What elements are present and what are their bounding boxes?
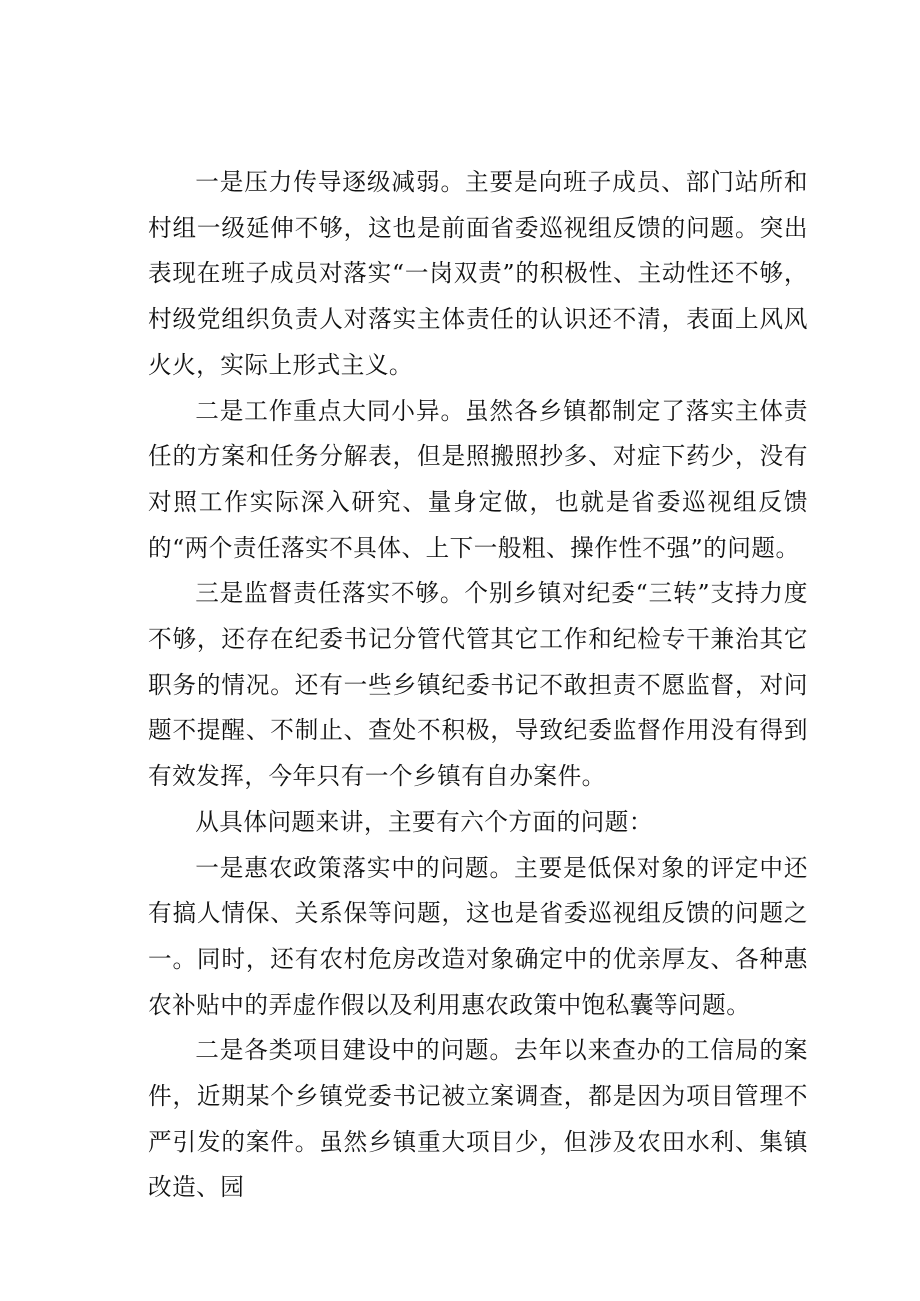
paragraph-work-focus: 二是工作重点大同小异。虽然各乡镇都制定了落实主体责任的方案和任务分解表，但是照搬照抄多、对症下药少，没有对照工作实际深入研究、量身定做，也就是省委巡视组反馈的“两个责任落实不具体、上下一般粗、操作性不强”的问题。 xyxy=(148,396,808,562)
paragraph-project-construction: 二是各类项目建设中的问题。去年以来查办的工信局的案件，近期某个乡镇党委书记被立案调查，都是因为项目管理不严引发的案件。虽然乡镇重大项目少，但涉及农田水利、集镇改造、园 xyxy=(148,1036,808,1202)
paragraph-supervision-responsibility: 三是监督责任落实不够。个别乡镇对纪委“三转”支持力度不够，还存在纪委书记分管代管其它工作和纪检专干兼治其它职务的情况。还有一些乡镇纪委书记不敢担责不愿监督，对问题不提醒、不制止、查处不积极，导致纪委监督作用没有得到有效发挥，今年只有一个乡镇有自办案件。 xyxy=(148,579,808,791)
paragraph-specific-problems-intro: 从具体问题来讲，主要有六个方面的问题： xyxy=(195,807,653,836)
document-body xyxy=(148,160,808,1211)
paragraph-agricultural-policy: 一是惠农政策落实中的问题。主要是低保对象的评定中还有搞人情保、关系保等问题，这也是省委巡视组反馈的问题之一。同时，还有农村危房改造对象确定中的优亲厚友、各种惠农补贴中的弄虚作假以及利用惠农政策中饱私囊等问题。 xyxy=(148,853,808,1019)
paragraph-pressure-transmission: 一是压力传导逐级减弱。主要是向班子成员、部门站所和村组一级延伸不够，这也是前面省委巡视组反馈的问题。突出表现在班子成员对落实“一岗双责”的积极性、主动性还不够，村级党组织负责人对落实主体责任的认识还不清，表面上风风火火，实际上形式主义。 xyxy=(148,168,808,379)
